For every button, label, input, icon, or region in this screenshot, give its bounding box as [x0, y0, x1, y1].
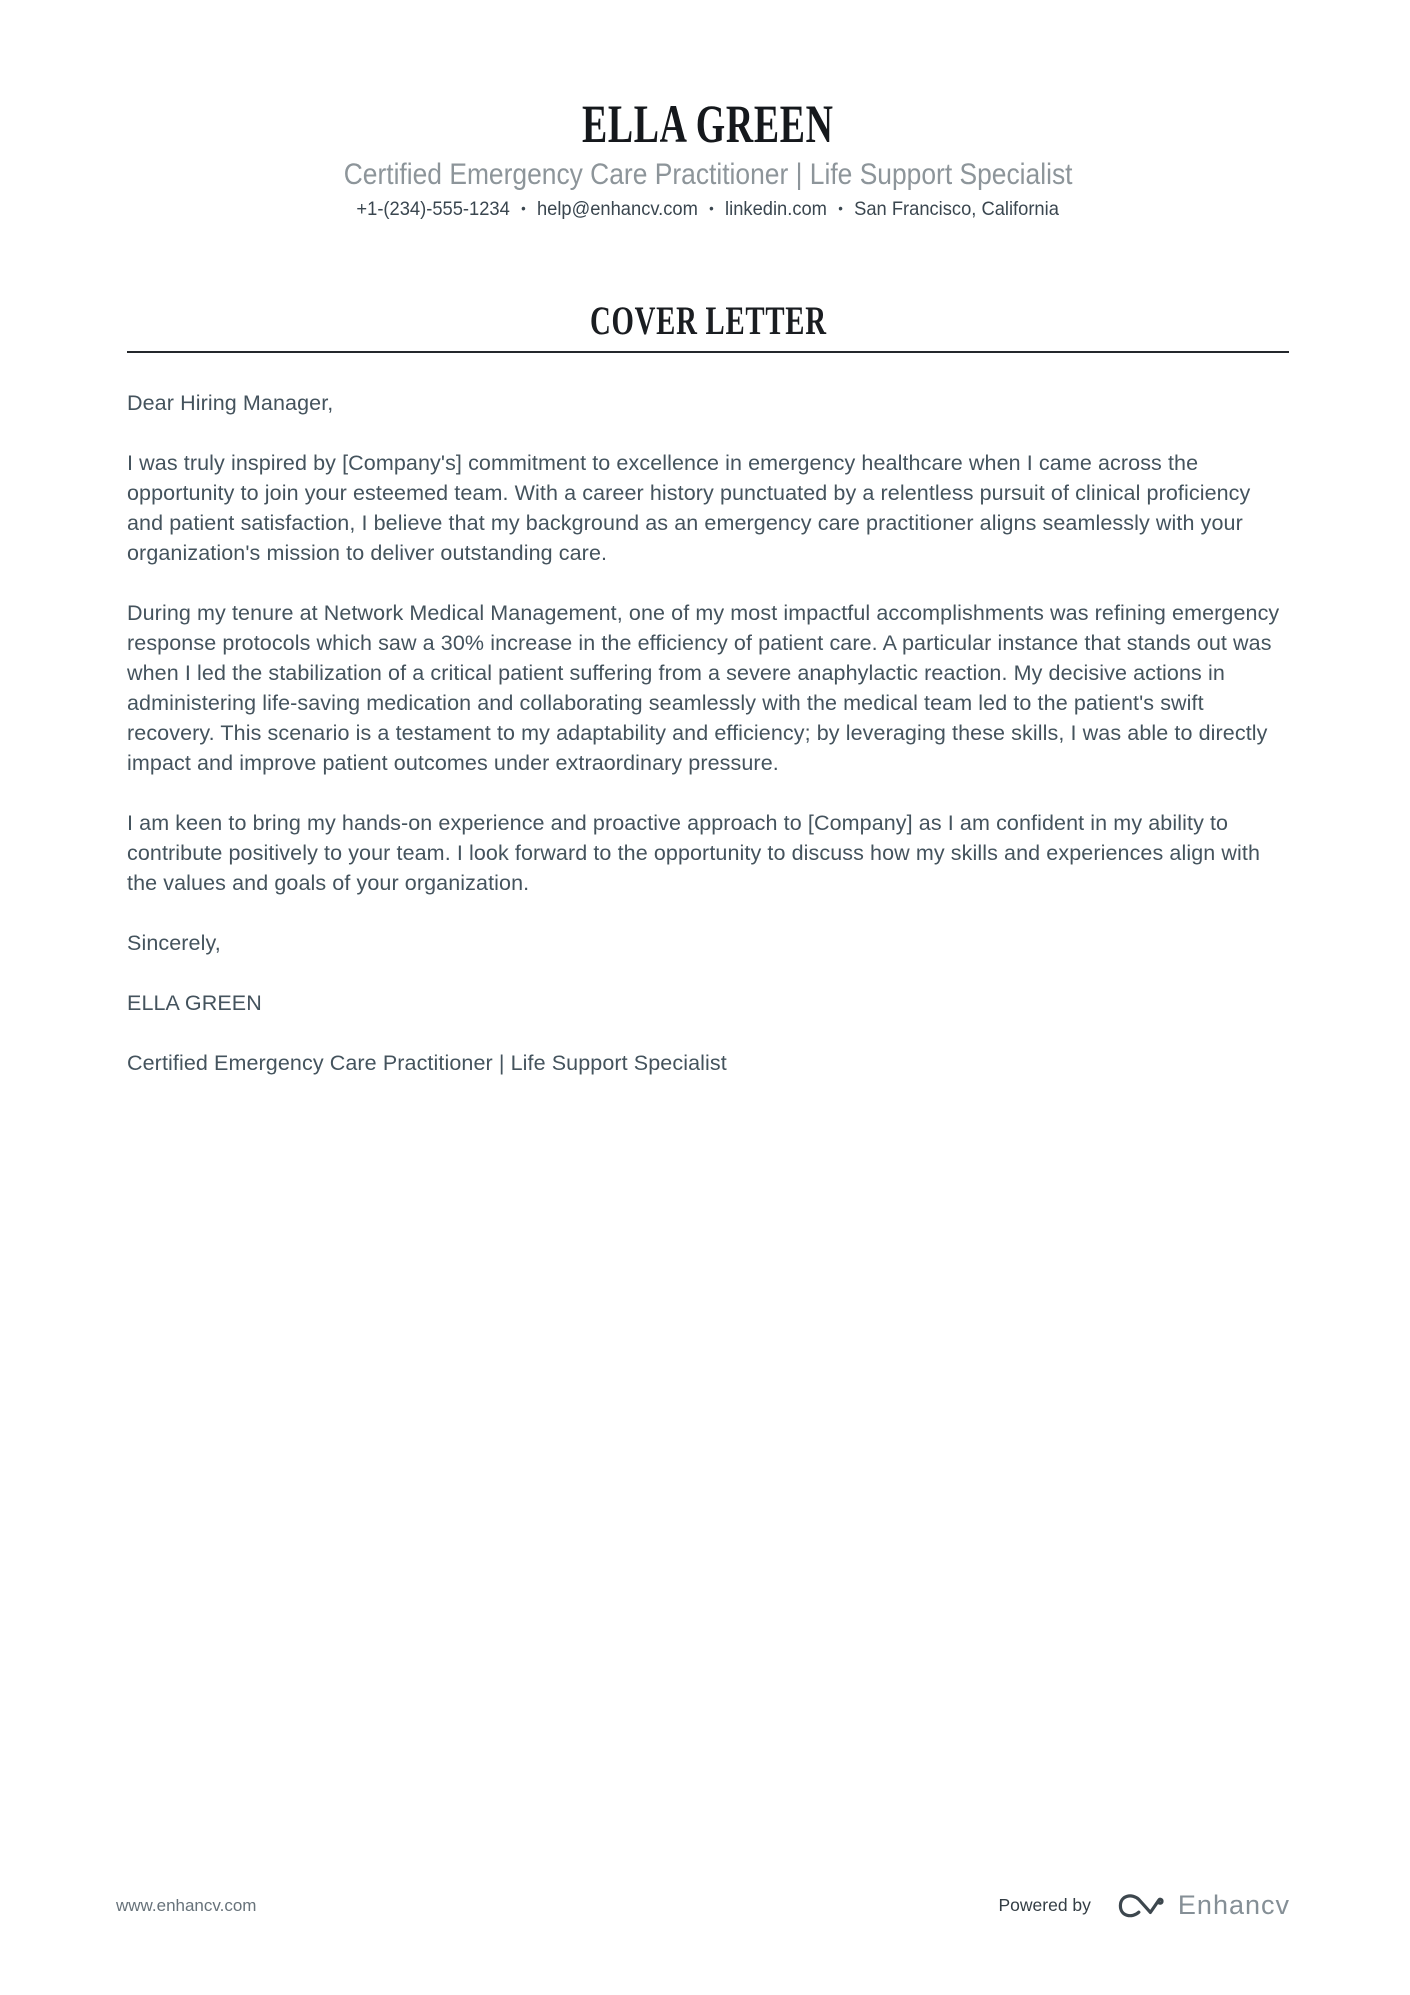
- salutation: Dear Hiring Manager,: [127, 391, 334, 415]
- divider-rule: [127, 351, 1289, 353]
- bullet-separator-icon: •: [521, 200, 527, 216]
- section-title-text: COVER LETTER: [589, 298, 827, 343]
- contact-linkedin: linkedin.com: [725, 198, 828, 220]
- contact-line-text: [357, 196, 1059, 221]
- signature-title: Certified Emergency Care Practitioner | Life Support Specialist: [127, 1051, 727, 1075]
- candidate-title-text: Certified Emergency Care Practitioner | Life Support Specialist: [343, 158, 1073, 191]
- letter-body: [127, 388, 1289, 1078]
- contact-location: San Francisco, California: [854, 198, 1060, 220]
- footer-url: www.enhancv.com: [116, 1895, 257, 1915]
- enhancv-logo-icon: [1117, 1892, 1164, 1920]
- candidate-name: [127, 94, 1289, 154]
- page-footer: [116, 1890, 1290, 1921]
- contact-email: help@enhancv.com: [537, 198, 699, 220]
- candidate-name-text: ELLA GREEN: [582, 94, 834, 154]
- letter-paragraph: I am keen to bring my hands-on experience and proactive approach to [Company] as I am confident in my ability to contribute positively to your team. I look forward to the opportunity to discuss how my skills and experiences align with the values and goals of your organization.: [127, 811, 1261, 895]
- brand-wordmark: Enhancv: [1177, 1890, 1290, 1920]
- cover-letter-section-head: [127, 299, 1289, 353]
- contact-line: [127, 196, 1289, 221]
- bullet-separator-icon: •: [709, 200, 715, 216]
- closing: Sincerely,: [127, 931, 221, 955]
- candidate-title: [127, 157, 1289, 193]
- bullet-separator-icon: •: [838, 200, 844, 216]
- signature-name: ELLA GREEN: [127, 991, 262, 1015]
- section-title: [127, 299, 1289, 343]
- letter-paragraph: During my tenure at Network Medical Management, one of my most impactful accomplishments was refining emergency response protocols which saw a 30% increase in the efficiency of patient care. A particular instance that stands out was when I led the stabilization of a critical patient suffering from a severe anaphylactic reaction. My decisive actions in administering life-saving medication and collaborating seamlessly with the medical team led to the patient's swift recovery. This scenario is a testament to my adaptability and efficiency; by leveraging these skills, I was able to directly impact and improve patient outcomes under extraordinary pressure.: [127, 601, 1280, 775]
- powered-by-group: [999, 1890, 1291, 1921]
- letter-paragraph: I was truly inspired by [Company's] commitment to excellence in emergency healthcare when I came across the opportunity to join your esteemed team. With a career history punctuated by a relentless pursuit of clinical proficiency and patient satisfaction, I believe that my background as an emergency care practitioner aligns seamlessly with your organization's mission to deliver outstanding care.: [127, 451, 1251, 565]
- contact-phone: +1-(234)-555-1234: [356, 198, 511, 220]
- letter-header: [127, 0, 1289, 221]
- powered-by-label: Powered by: [998, 1895, 1091, 1915]
